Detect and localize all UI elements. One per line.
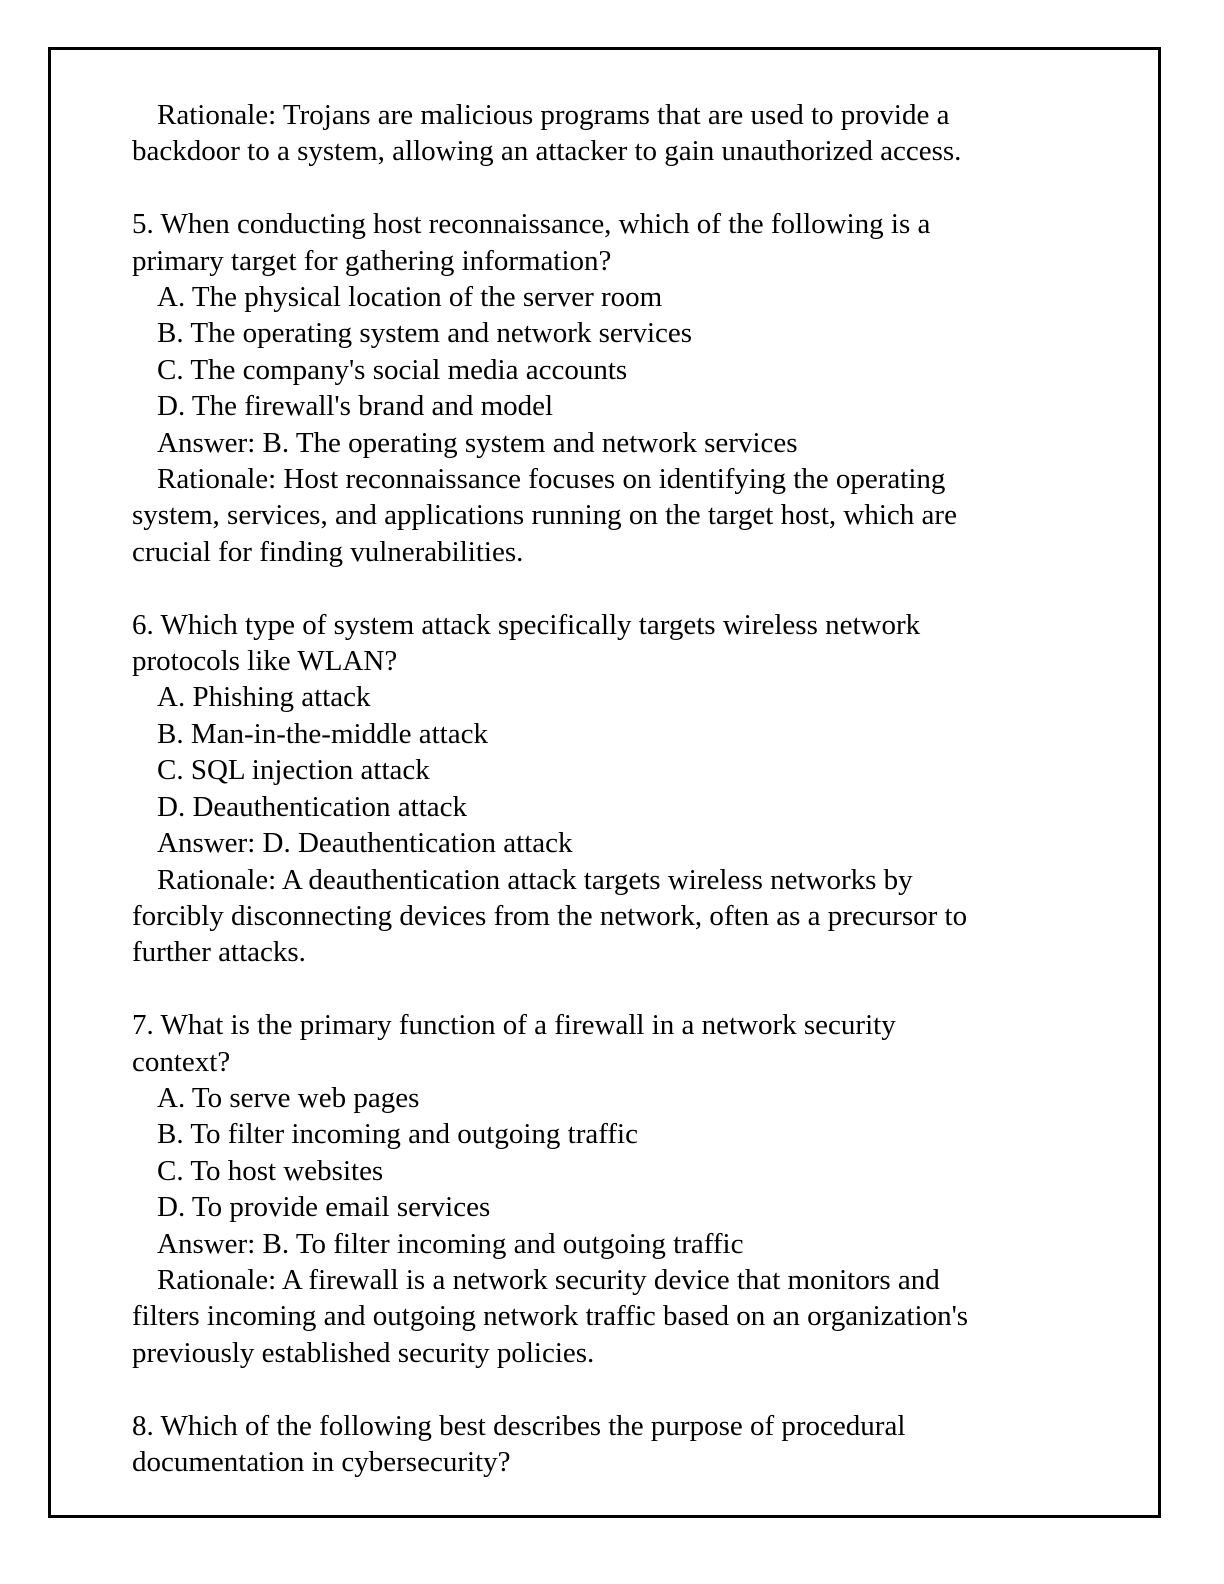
paragraph-gap (132, 971, 1092, 1007)
document-body (132, 97, 1092, 1480)
option-b: B. Man-in-the-middle attack (157, 717, 488, 750)
option-c: C. SQL injection attack (157, 754, 430, 787)
rationale-line: crucial for finding vulnerabilities. (132, 535, 524, 568)
answer: Answer: B. The operating system and network services (157, 426, 798, 459)
rationale-line: Rationale: A firewall is a network security device that monitors and (157, 1263, 940, 1296)
question-text: protocols like WLAN? (132, 645, 398, 678)
option-a: A. To serve web pages (157, 1081, 420, 1114)
rationale-line: system, services, and applications running on the target host, which are (132, 499, 957, 532)
paragraph-gap (132, 570, 1092, 606)
paragraph-gap (132, 1371, 1092, 1407)
question-5 (132, 206, 1092, 570)
rationale-line: Rationale: Trojans are malicious programs that are used to provide a (157, 99, 950, 131)
question-text: context? (132, 1045, 231, 1078)
question-text: 7. What is the primary function of a firewall in a network security (132, 1009, 896, 1042)
question-8 (132, 1408, 1092, 1481)
rationale-line: further attacks. (132, 936, 306, 969)
question-text: 5. When conducting host reconnaissance, which of the following is a (132, 208, 931, 241)
option-c: C. The company's social media accounts (157, 353, 628, 386)
option-a: A. The physical location of the server room (157, 281, 663, 314)
option-b: B. To filter incoming and outgoing traffic (157, 1118, 638, 1151)
option-b: B. The operating system and network services (157, 317, 693, 350)
paragraph-gap (132, 170, 1092, 206)
rationale-line: Rationale: A deauthentication attack targets wireless networks by (157, 863, 913, 896)
question-7 (132, 1007, 1092, 1371)
rationale-line: Rationale: Host reconnaissance focuses on identifying the operating (157, 463, 946, 496)
question-6 (132, 607, 1092, 971)
question-text: documentation in cybersecurity? (132, 1445, 511, 1478)
option-d: D. The firewall's brand and model (157, 390, 554, 423)
answer: Answer: D. Deauthentication attack (157, 827, 573, 860)
option-d: D. Deauthentication attack (157, 790, 468, 823)
rationale-line: previously established security policies. (132, 1336, 595, 1369)
option-a: A. Phishing attack (157, 681, 371, 714)
question-text: 6. Which type of system attack specifically targets wireless network (132, 608, 921, 641)
question-text: 8. Which of the following best describes the purpose of procedural (132, 1409, 906, 1442)
rationale-line: backdoor to a system, allowing an attacker to gain unauthorized access. (132, 135, 962, 168)
rationale-line: filters incoming and outgoing network traffic based on an organization's (132, 1300, 969, 1333)
question-text: primary target for gathering information? (132, 244, 612, 277)
option-d: D. To provide email services (157, 1191, 491, 1224)
q4-rationale (132, 97, 1092, 170)
answer: Answer: B. To filter incoming and outgoing traffic (157, 1227, 744, 1260)
option-c: C. To host websites (157, 1154, 384, 1187)
rationale-line: forcibly disconnecting devices from the network, often as a precursor to (132, 899, 968, 932)
